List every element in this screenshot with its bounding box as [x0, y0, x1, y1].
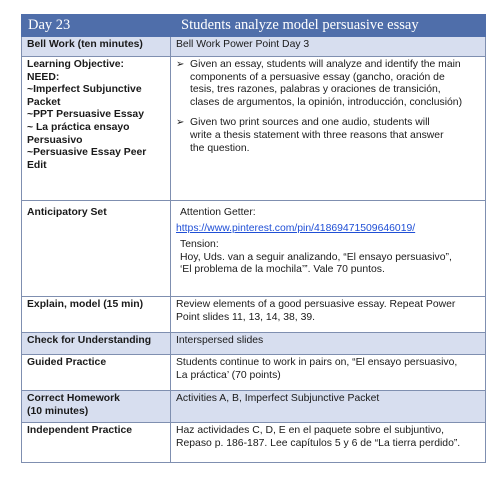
- objective-row: [22, 57, 486, 201]
- explain-label: Explain, model (15 min): [22, 297, 171, 333]
- objective-line: tesis, tres razones, palabras y oraciones de transición,: [190, 84, 441, 96]
- pinterest-link[interactable]: https://www.pinterest.com/pin/41869471509646019/: [176, 222, 416, 234]
- explain-content: [171, 297, 486, 333]
- independent-row: [22, 423, 486, 463]
- objective-content: [171, 57, 486, 201]
- homework-content: Activities A, B, Imperfect Subjunctive Packet: [171, 391, 486, 423]
- tension-line: ‘El problema de la mochila’”. Vale 70 puntos.: [180, 264, 385, 276]
- lesson-plan-table: [21, 14, 486, 463]
- lesson-plan: [21, 14, 485, 463]
- homework-label-line: (10 minutes): [27, 405, 89, 417]
- bell-work-row: [22, 37, 486, 57]
- explain-line: Review elements of a good persuasive essay. Repeat Power: [176, 299, 456, 310]
- objective-line: write a thesis statement with three reasons that answer: [190, 129, 444, 141]
- objective-line: components of a persuasive essay (gancho, oración de: [190, 71, 445, 83]
- arrow-bullet-icon: ➢: [176, 117, 185, 129]
- tension-line: Hoy, Uds. van a seguir analizando, “El ensayo persuasivo”,: [180, 251, 452, 263]
- objective-label-line: ~Imperfect Subjunctive: [27, 84, 142, 96]
- explain-row: [22, 297, 486, 333]
- objective-label-line: NEED:: [27, 71, 60, 83]
- objective-label-line: Persuasivo: [27, 134, 83, 146]
- objective-bullet: [176, 117, 480, 155]
- independent-label: Independent Practice: [22, 423, 171, 463]
- arrow-bullet-icon: ➢: [176, 59, 185, 70]
- objective-line: clases de argumentos, la opinión, introducción, conclusión): [190, 96, 463, 108]
- independent-content: [171, 423, 486, 463]
- page-title: Students analyze model persuasive essay: [171, 15, 486, 37]
- objective-label-line: Packet: [27, 96, 61, 108]
- objective-line: the question.: [190, 142, 250, 154]
- anticipatory-label: Anticipatory Set: [22, 201, 171, 297]
- bell-work-content: Bell Work Power Point Day 3: [171, 37, 486, 57]
- day-label: Day 23: [22, 15, 171, 37]
- independent-line: Repaso p. 186-187. Lee capítulos 5 y 6 de “La tierra perdido”.: [176, 437, 461, 449]
- guided-line: Students continue to work in pairs on, “El ensayo persuasivo,: [176, 357, 458, 368]
- objective-line: Given an essay, students will analyze and identify the main: [190, 59, 461, 70]
- objective-bullet: [176, 59, 480, 109]
- homework-row: [22, 391, 486, 423]
- check-row: [22, 333, 486, 355]
- objective-label-line: ~Persuasive Essay Peer: [27, 147, 147, 159]
- check-content: Interspersed slides: [171, 333, 486, 355]
- anticipatory-content: [171, 201, 486, 297]
- objective-label-line: ~ La práctica ensayo: [27, 121, 130, 133]
- homework-label-line: Correct Homework: [27, 393, 120, 404]
- objective-label: [22, 57, 171, 201]
- header-row: [22, 15, 486, 37]
- guided-line: La práctica’ (70 points): [176, 369, 281, 381]
- attention-getter-label: Attention Getter:: [180, 207, 256, 218]
- tension-label: Tension:: [180, 239, 219, 251]
- objective-label-line: Learning Objective:: [27, 59, 125, 70]
- guided-label: Guided Practice: [22, 355, 171, 391]
- check-label: Check for Understanding: [22, 333, 171, 355]
- guided-row: [22, 355, 486, 391]
- objective-line: Given two print sources and one audio, students will: [190, 117, 430, 129]
- bell-work-label: Bell Work (ten minutes): [22, 37, 171, 57]
- guided-content: [171, 355, 486, 391]
- objective-label-line: Edit: [27, 159, 47, 171]
- independent-line: Haz actividades C, D, E en el paquete sobre el subjuntivo,: [176, 425, 445, 436]
- objective-label-line: ~PPT Persuasive Essay: [27, 109, 144, 121]
- explain-line: Point slides 11, 13, 14, 38, 39.: [176, 311, 316, 323]
- homework-label: [22, 391, 171, 423]
- anticipatory-row: [22, 201, 486, 297]
